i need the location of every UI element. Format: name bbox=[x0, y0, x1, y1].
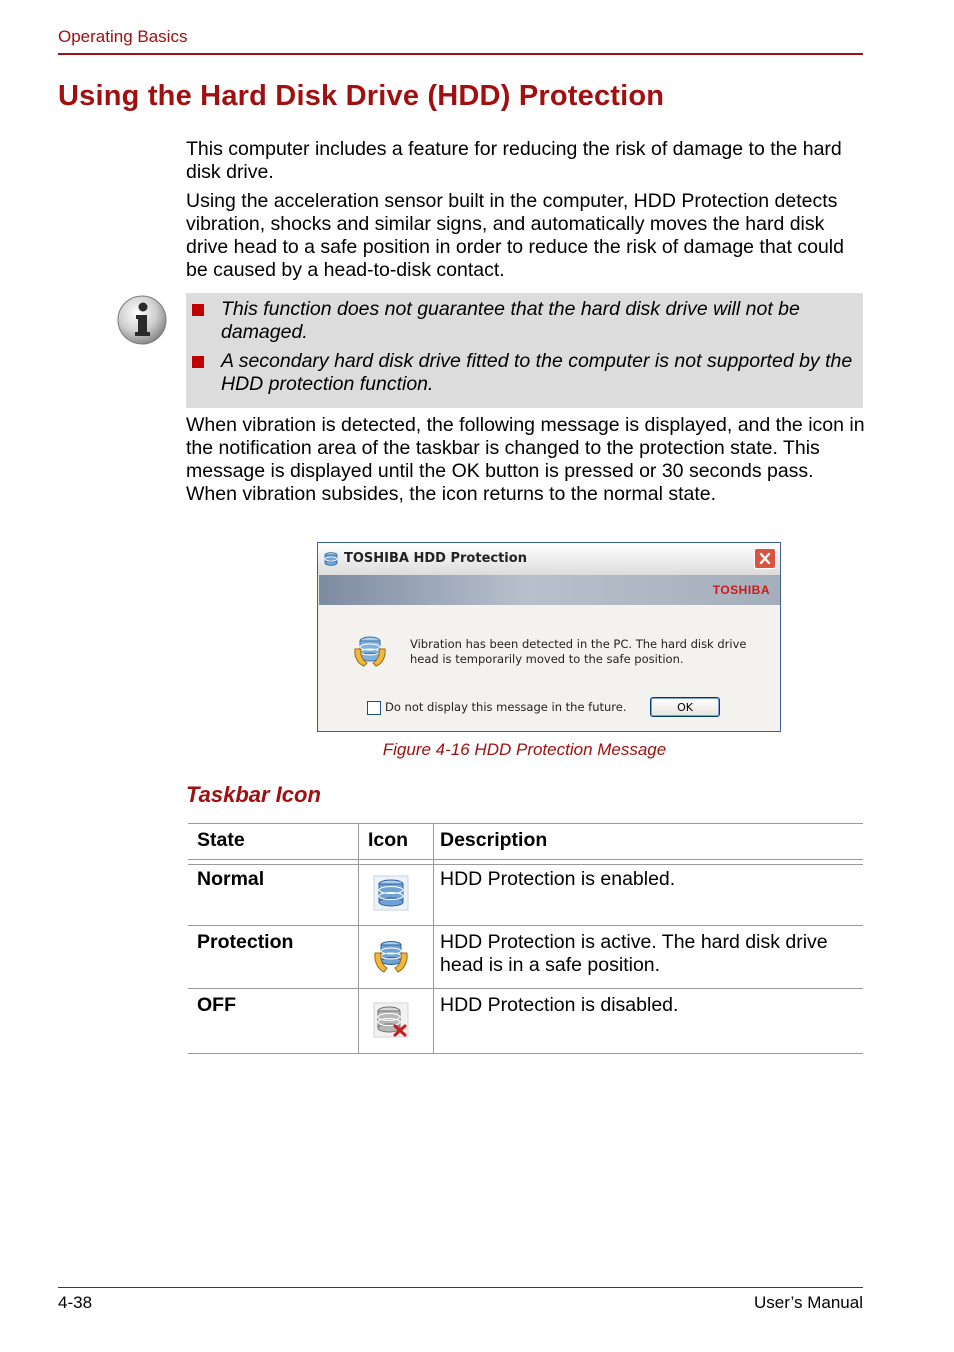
row-description-protection: HDD Protection is active. The hard disk drive head is in a safe position. bbox=[440, 931, 828, 976]
do-not-display-checkbox[interactable] bbox=[367, 701, 381, 715]
dialog-body bbox=[319, 605, 780, 731]
dialog-banner bbox=[319, 575, 780, 605]
row-state-normal: Normal bbox=[197, 868, 265, 890]
square-bullet-icon bbox=[192, 356, 204, 368]
table-rule bbox=[188, 864, 863, 865]
table-rule bbox=[188, 1053, 863, 1054]
dialog-title: TOSHIBA HDD Protection bbox=[344, 551, 527, 566]
header-rule bbox=[58, 53, 863, 55]
hdd-app-icon bbox=[323, 551, 339, 567]
row-description-normal: HDD Protection is enabled. bbox=[440, 868, 676, 890]
brand-logo: TOSHIBA bbox=[712, 583, 770, 597]
figure-caption: Figure 4-16 HDD Protection Message bbox=[382, 740, 667, 759]
info-icon bbox=[116, 294, 168, 346]
note-text: A secondary hard disk drive fitted to the computer is not supported by the HDD protection function. bbox=[221, 350, 853, 395]
hdd-normal-icon bbox=[373, 875, 409, 911]
note-box bbox=[186, 293, 863, 408]
table-rule bbox=[188, 925, 863, 926]
row-state-off: OFF bbox=[197, 994, 236, 1016]
square-bullet-icon bbox=[192, 304, 204, 316]
taskbar-icon-heading: Taskbar Icon bbox=[186, 782, 321, 807]
row-description-off: HDD Protection is disabled. bbox=[440, 994, 679, 1016]
hdd-protection-dialog bbox=[317, 542, 781, 732]
page-title: Using the Hard Disk Drive (HDD) Protection bbox=[58, 80, 665, 112]
hdd-off-icon bbox=[373, 1002, 409, 1038]
footer-rule bbox=[58, 1287, 863, 1288]
manual-title: User’s Manual bbox=[754, 1293, 863, 1312]
table-column-divider bbox=[433, 823, 434, 1054]
page-number: 4-38 bbox=[58, 1293, 93, 1312]
dialog-message: Vibration has been detected in the PC. The hard disk drive head is temporarily moved to the safe position. bbox=[410, 637, 747, 666]
table-column-divider bbox=[358, 823, 359, 1054]
running-head: Operating Basics bbox=[58, 27, 188, 46]
taskbar-icon-table bbox=[188, 823, 863, 1055]
row-state-protection: Protection bbox=[197, 931, 294, 953]
column-header-description: Description bbox=[440, 829, 548, 851]
sensor-paragraph: Using the acceleration sensor built in the computer, HDD Protection detects vibration, shocks and similar signs, and automatically moves the hard disk drive head to a safe position in order to reduce the risk of damage that could be caused by a head-to-disk contact. bbox=[186, 190, 844, 281]
note-item bbox=[186, 350, 856, 396]
close-icon bbox=[755, 549, 775, 568]
column-header-state: State bbox=[197, 829, 245, 851]
column-header-icon: Icon bbox=[368, 829, 409, 851]
hdd-protection-icon bbox=[352, 633, 388, 669]
note-text: This function does not guarantee that the hard disk drive will not be damaged. bbox=[221, 298, 800, 343]
note-item bbox=[186, 298, 856, 344]
intro-paragraph: This computer includes a feature for reducing the risk of damage to the hard disk drive. bbox=[186, 138, 842, 183]
table-rule bbox=[188, 823, 863, 824]
table-rule bbox=[188, 988, 863, 989]
vibration-paragraph: When vibration is detected, the following message is displayed, and the icon in the notification area of the taskbar is changed to the protection state. This message is displayed until the OK button is pressed or 30 seconds pass. When vibration subsides, the icon returns to the normal state. bbox=[186, 414, 865, 505]
close-button[interactable] bbox=[754, 548, 776, 569]
dialog-title-bar bbox=[318, 543, 780, 575]
checkbox-label[interactable]: Do not display this message in the future. bbox=[385, 700, 627, 714]
ok-button[interactable]: OK bbox=[650, 697, 720, 717]
table-rule bbox=[188, 859, 863, 860]
hdd-protection-icon bbox=[373, 938, 409, 974]
